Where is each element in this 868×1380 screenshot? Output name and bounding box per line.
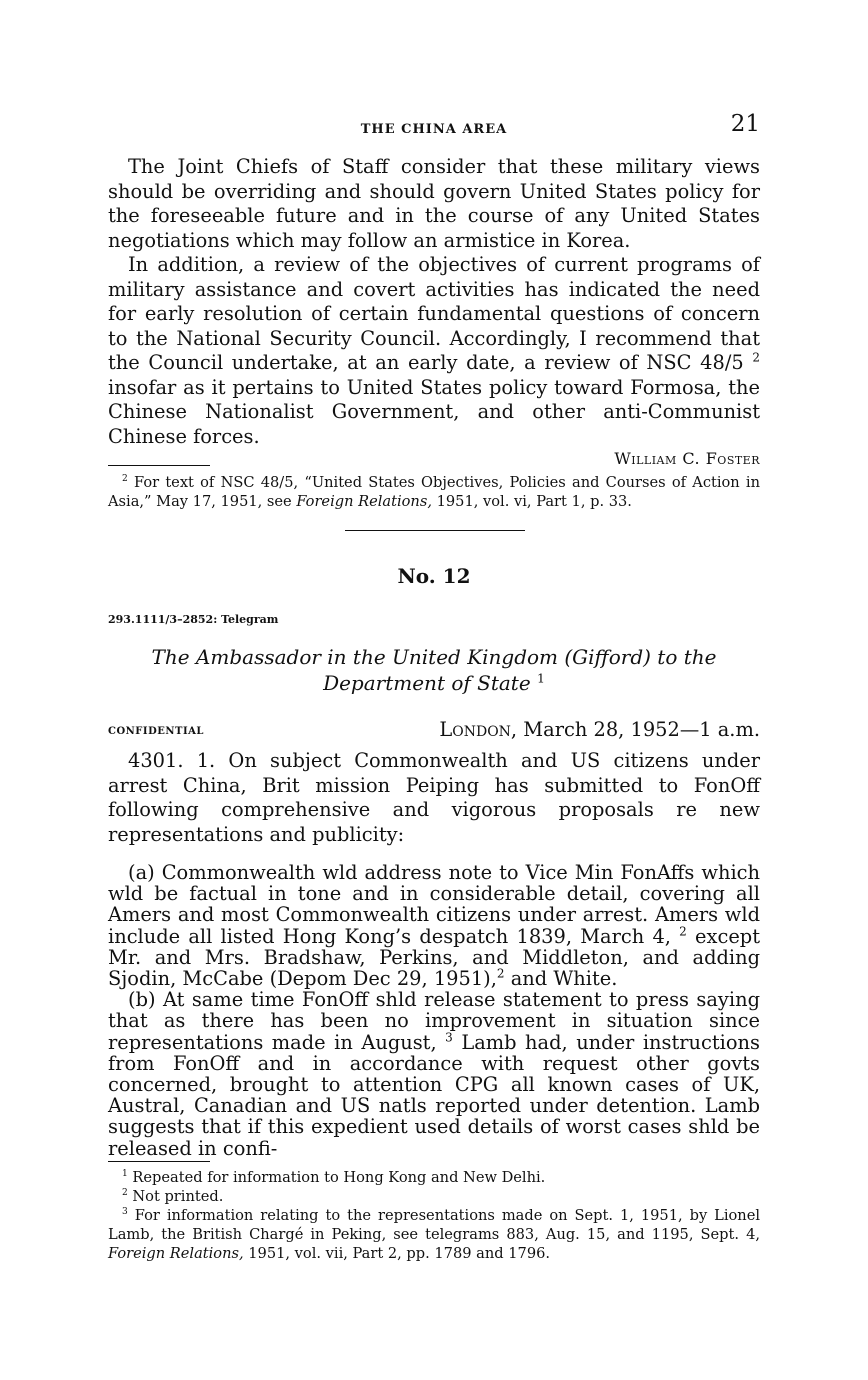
footnote-3: $^3$ For information relating to the representations made on Sept. 1, 1951, by Lionel Lamb, the British Chargé in Peking, see telegrams 883, Aug. 15, and 1195, Sept. 4, Foreign Relations, 1951, vol. vii, Part 2, pp. 1789 and 1796.: [108, 1207, 761, 1262]
paragraph-b: (b) At same time FonOff shld release statement to press saying that as there has been no improvement in situation since representations made in August, $^3$ Lamb had, under instructions from FonOff and in accordance with request other govts concerned, brought to attention CPG all known cases of UK, Austral, Canadian and US natls reported under detention. Lamb suggests that if this expedient used details of worst cases shld be released in confi-: [108, 988, 760, 1160]
telegram-intro: 4301. 1. On subject Commonwealth and US citizens under arrest China, Brit mission Peiping has submitted to FonOff following comprehensive and vigorous proposals re new representations and publicity:: [108, 749, 760, 846]
classification: confidential: [108, 722, 204, 738]
footnote-1: $^1$ Repeated for information to Hong Kong and New Delhi.: [122, 1169, 546, 1186]
paragraph: The Joint Chiefs of Staff consider that these military views should be overriding and should govern United States policy for the foreseeable future and in the course of any United States negotiations which may follow an armistice in Korea.: [108, 155, 760, 252]
section-divider: [345, 530, 525, 531]
footnote-rule: [108, 465, 210, 466]
dateline: London, March 28, 1952—1 a.m.: [439, 718, 760, 741]
preceding-document-body: [108, 155, 760, 468]
signature: William C. Foster: [614, 449, 760, 468]
footnotes: [108, 1168, 760, 1263]
footnote-2: $^2$ For text of NSC 48/5, “United States Objectives, Policies and Courses of Action in Asia,” May 17, 1951, see Foreign Relations, 1951, vol. vi, Part 1, p. 33.: [108, 474, 761, 510]
telegram-body: [108, 862, 760, 1159]
document-number: No. 12: [397, 564, 471, 588]
footnote-2: $^2$ Not printed.: [122, 1188, 224, 1205]
running-head: [108, 111, 760, 141]
paragraph-a: (a) Commonwealth wld address note to Vice Min FonAffs which wld be factual in tone and in considerable detail, covering all Amers and most Commonwealth citizens under arrest. Amers wld include all listed Hong Kong’s despatch 1839, March 4, $^2$ except Mr. and Mrs. Bradshaw, Perkins, and Middleton, and adding Sjodin, McCabe (Depom Dec 29, 1951),$^2$ and White.: [108, 861, 760, 991]
page-number: 21: [730, 111, 760, 137]
paragraph: In addition, a review of the objectives of current programs of military assistance and covert activities has indicated the need for early resolution of certain fundamental questions of concern to the National Security Council. Accordingly, I recommend that the Council undertake, at an early date, a review of NSC 48/5 $^2$ insofar as it pertains to United States policy toward Formosa, the Chinese Nationalist Government, and other anti-Communist Chinese forces.: [108, 253, 760, 448]
footnote-rule: [108, 1161, 210, 1162]
footnote-marker: 1: [537, 670, 545, 686]
footnote-marker: 2: [752, 350, 760, 365]
file-reference: 293.1111/3–2852: Telegram: [108, 613, 279, 626]
document-title: The Ambassador in the United Kingdom (Gifford) to the Department of State $^1$: [151, 645, 717, 695]
running-title: THE CHINA AREA: [360, 122, 508, 137]
